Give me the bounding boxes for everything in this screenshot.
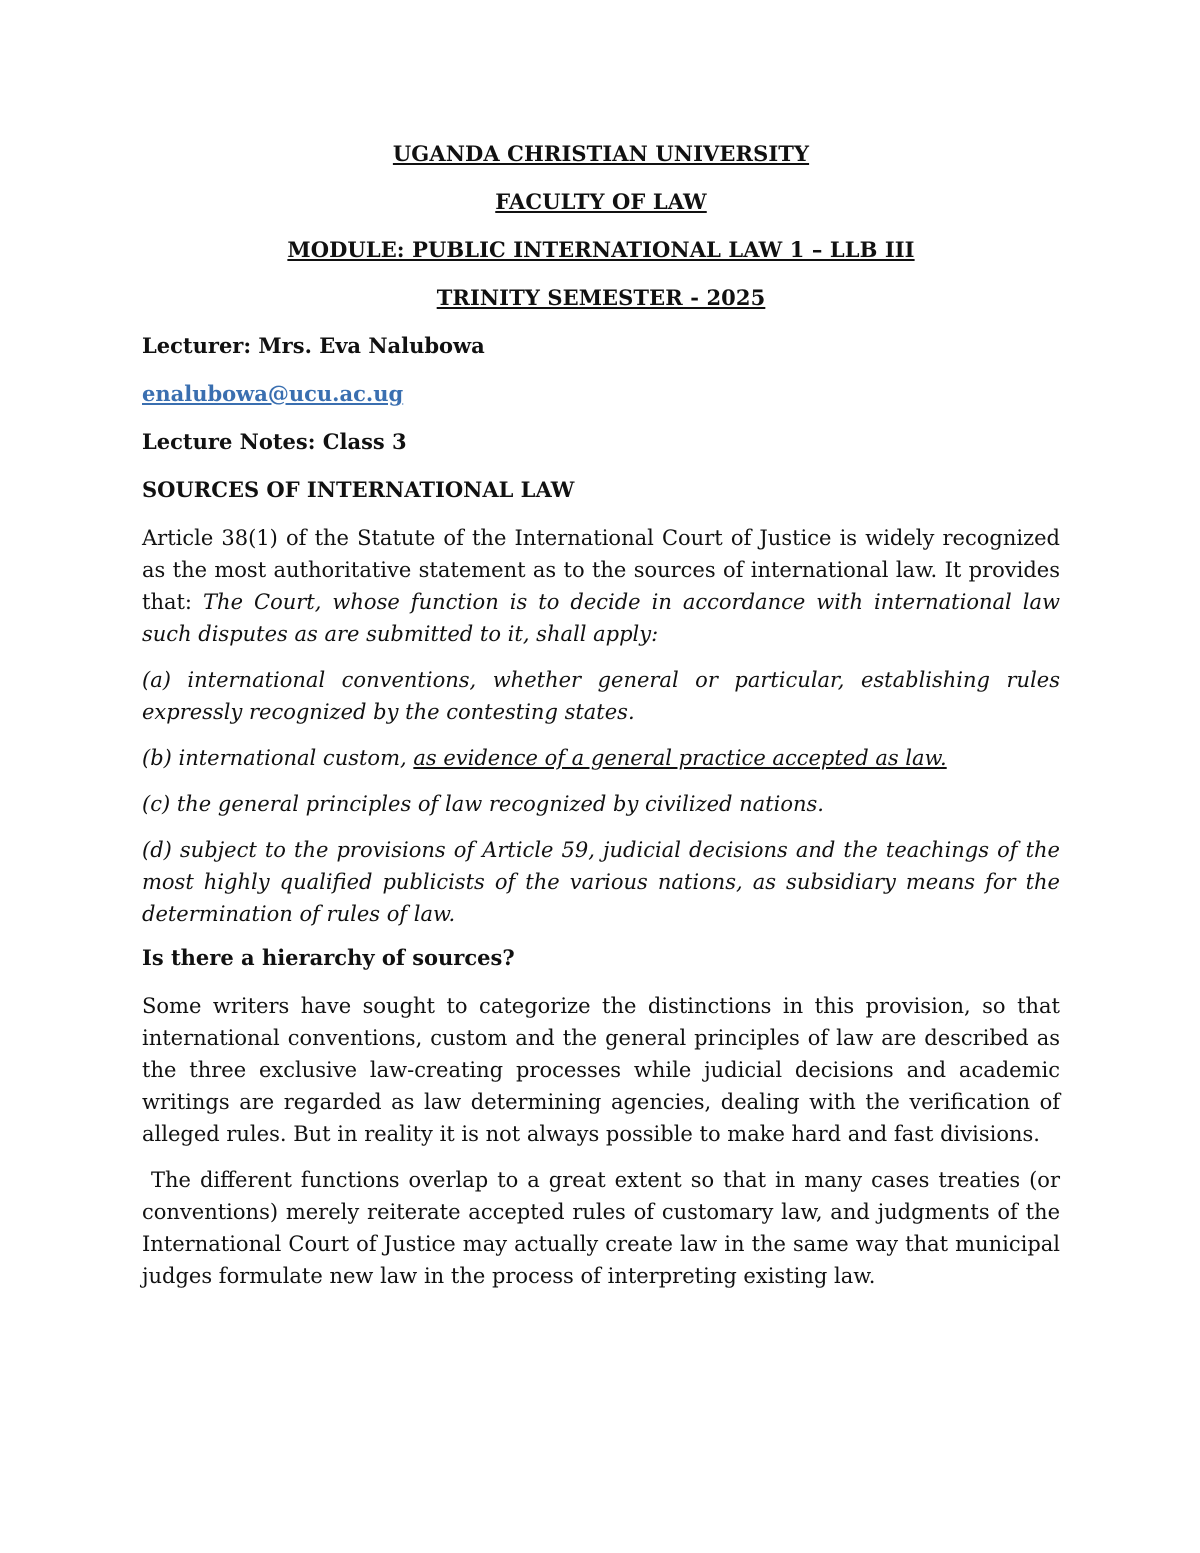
hierarchy-paragraph-2: The different functions overlap to a great extent so that in many cases treaties (or conventions) merely reiterate accepted rules of customary law, and judgments of the International Court of Justice may actually create law in the same way that municipal judges formulate new law in the process of interpreting existing law. [142, 1168, 1060, 1288]
module-title: MODULE: PUBLIC INTERNATIONAL LAW 1 – LLB III [287, 237, 915, 262]
item-b [142, 742, 1060, 774]
item-c: (c) the general principles of law recognized by civilized nations. [142, 792, 824, 816]
lecture-notes-line: Lecture Notes: Class 3 [142, 429, 407, 454]
item-d: (d) subject to the provisions of Article 59, judicial decisions and the teachings of the most highly qualified publicists of the various nations, as subsidiary means for the determination of rules of law. [142, 838, 1060, 926]
sources-heading: SOURCES OF INTERNATIONAL LAW [142, 477, 575, 502]
item-b-underlined: as evidence of a general practice accepted as law. [413, 746, 947, 770]
lecturer-line: Lecturer: Mrs. Eva Nalubowa [142, 333, 485, 358]
intro-plain-text: Article 38(1) of the Statute of the International Court of Justice is widely recognized as the most authoritative statement as to the sources of international law. It provides that: [142, 526, 1060, 614]
intro-italic-text: The Court, whose function is to decide in accordance with international law such disputes as are submitted to it, shall apply: [142, 590, 1060, 646]
item-b-prefix: (b) international custom, [142, 746, 414, 770]
email-link[interactable]: enalubowa@ucu.ac.ug [142, 381, 404, 406]
faculty-title: FACULTY OF LAW [495, 189, 707, 214]
article-38-intro [142, 522, 1060, 650]
semester-title: TRINITY SEMESTER - 2025 [436, 285, 766, 310]
document-page [142, 140, 1060, 1306]
hierarchy-heading: Is there a hierarchy of sources? [142, 945, 515, 970]
university-title: UGANDA CHRISTIAN UNIVERSITY [392, 141, 810, 166]
item-a: (a) international conventions, whether general or particular, establishing rules expressly recognized by the contesting states. [142, 668, 1060, 724]
email-row [142, 380, 1060, 428]
hierarchy-paragraph-1: Some writers have sought to categorize the distinctions in this provision, so that international conventions, custom and the general principles of law are described as the three exclusive law-creating processes while judicial decisions and academic writings are regarded as law determining agencies, dealing with the verification of alleged rules. But in reality it is not always possible to make hard and fast divisions. [142, 994, 1060, 1146]
